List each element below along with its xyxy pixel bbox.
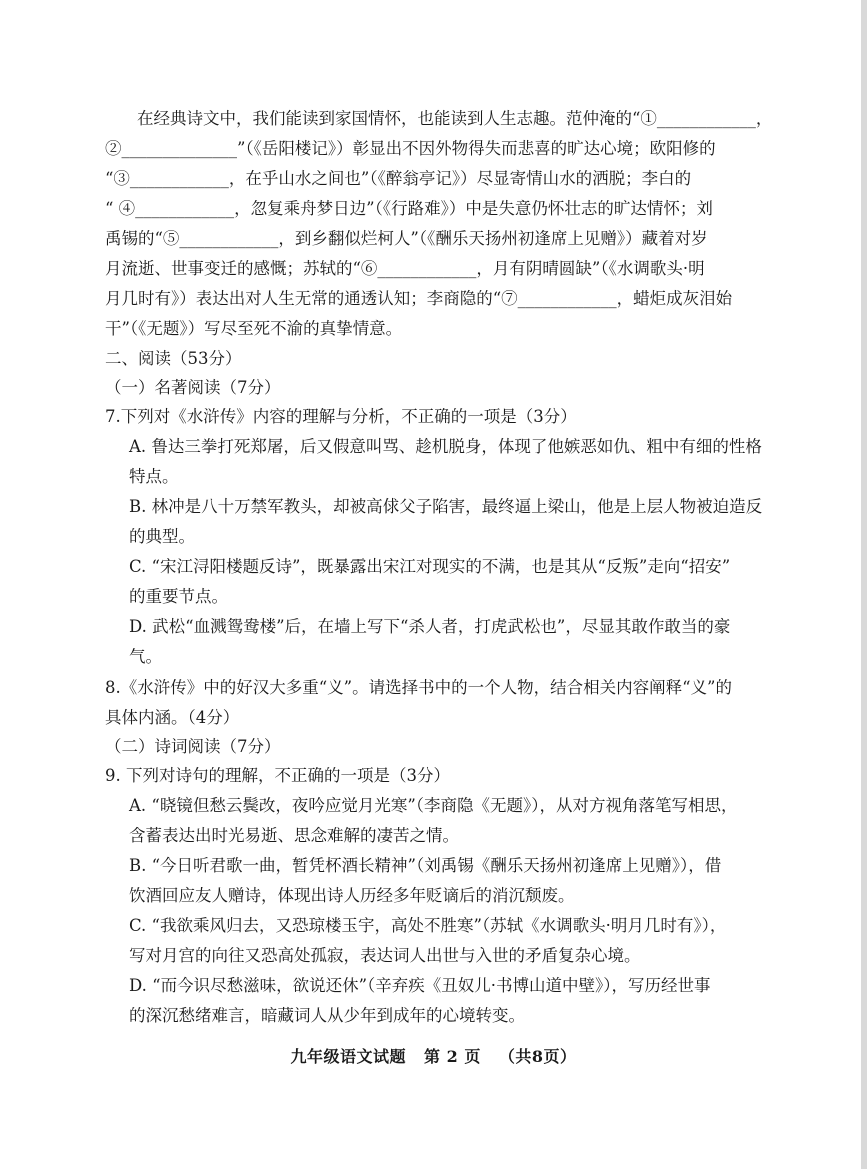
- question-9-option-d-cont: 的深沉愁绪难言，暗藏词人从少年到成年的心境转变。: [129, 1006, 525, 1025]
- question-8-stem: 8.《水浒传》中的好汉大多重“义”。请选择书中的一个人物，结合相关内容阐释“义”的: [105, 678, 732, 697]
- question-7-option-d: D. 武松“血溅鸳鸯楼”后，在墙上写下“杀人者，打虎武松也”，尽显其敢作敢当的豪: [129, 617, 731, 636]
- question-7-option-c: C. “宋江浔阳楼题反诗”，既暴露出宋江对现实的不满，也是其从“反叛”走向“招安”: [129, 557, 731, 576]
- poetry-fill-line: 干”（《无题》）写尽至死不渝的真挚情意。: [105, 319, 403, 338]
- question-9-option-a-cont: 含蓄表达出时光易逝、思念难解的凄苦之情。: [129, 826, 459, 845]
- question-9-option-c-cont: 写对月宫的向往又恐高处孤寂，表达词人出世与入世的矛盾复杂心境。: [129, 946, 641, 965]
- question-7-option-a-cont: 特点。: [129, 467, 179, 486]
- question-7-option-a: A. 鲁达三拳打死郑屠，后又假意叫骂、趁机脱身，体现了他嫉恶如仇、粗中有细的性格: [129, 437, 762, 456]
- subsection-title: （二）诗词阅读（7分）: [105, 737, 281, 756]
- section-title: 二、阅读（53分）: [105, 349, 242, 368]
- poetry-fill-line: 月几时有》）表达出对人生无常的通透认知；李商隐的“⑦____________，蜡炬成灰泪始: [105, 289, 733, 308]
- poetry-fill-line: “ ④____________，忽复乘舟梦日边”（《行路难》）中是失意仍怀壮志的旷达情怀；刘: [105, 199, 713, 218]
- subsection-title: （一）名著阅读（7分）: [105, 378, 281, 397]
- question-7-option-d-cont: 气。: [129, 647, 162, 666]
- question-7-stem: 7.下列对《水浒传》内容的理解与分析，不正确的一项是（3分）: [105, 407, 577, 426]
- poetry-fill-line: 月流逝、世事变迁的感慨；苏轼的“⑥____________，月有阴晴圆缺”（《水调歌头·明: [105, 259, 705, 278]
- question-9-stem: 9. 下列对诗句的理解，不正确的一项是（3分）: [105, 766, 450, 785]
- question-9-option-b: B. “今日听君歌一曲，暂凭杯酒长精神”（刘禹锡《酬乐天扬州初逢席上见赠》），借: [129, 856, 722, 875]
- question-7-option-b: B. 林冲是八十万禁军教头，却被高俅父子陷害，最终逼上梁山，他是上层人物被迫造反: [129, 497, 763, 516]
- question-9-option-b-cont: 饮酒回应友人赠诗，体现出诗人历经多年贬谪后的消沉颓废。: [129, 886, 575, 905]
- footer-subject: 九年级语文试题: [290, 1047, 406, 1066]
- question-9-option-c: C. “我欲乘风归去，又恐琼楼玉宇，高处不胜寒”（苏轼《水调歌头·明月几时有》），: [129, 916, 727, 935]
- poetry-fill-line: 禹锡的“⑤____________，到乡翻似烂柯人”（《酬乐天扬州初逢席上见赠》）藏着对岁: [105, 229, 708, 248]
- question-7-option-c-cont: 的重要节点。: [129, 587, 228, 606]
- question-8-stem-cont: 具体内涵。（4分）: [105, 708, 240, 727]
- footer-page-number: 第 2 页: [424, 1047, 481, 1066]
- question-9-option-d: D. “而今识尽愁滋味，欲说还休”（辛弃疾《丑奴儿·书博山道中壁》），写历经世事: [129, 976, 711, 995]
- question-9-option-a: A. “晓镜但愁云鬓改，夜吟应觉月光寒”（李商隐《无题》），从对方视角落笔写相思，: [129, 796, 738, 815]
- page-footer: [0, 1042, 867, 1072]
- footer-total-pages: （共8页）: [498, 1047, 577, 1066]
- poetry-fill-line: ②______________”（《岳阳楼记》）彰显出不因外物得失而悲喜的旷达心境；欧阳修的: [105, 139, 716, 158]
- poetry-fill-line: “③____________，在乎山水之间也”（《醉翁亭记》）尽显寄情山水的洒脱；李白的: [105, 169, 692, 188]
- poetry-fill-line: 在经典诗文中，我们能读到家国情怀，也能读到人生志趣。范仲淹的“①____________，: [137, 109, 773, 128]
- question-7-option-b-cont: 的典型。: [129, 527, 195, 546]
